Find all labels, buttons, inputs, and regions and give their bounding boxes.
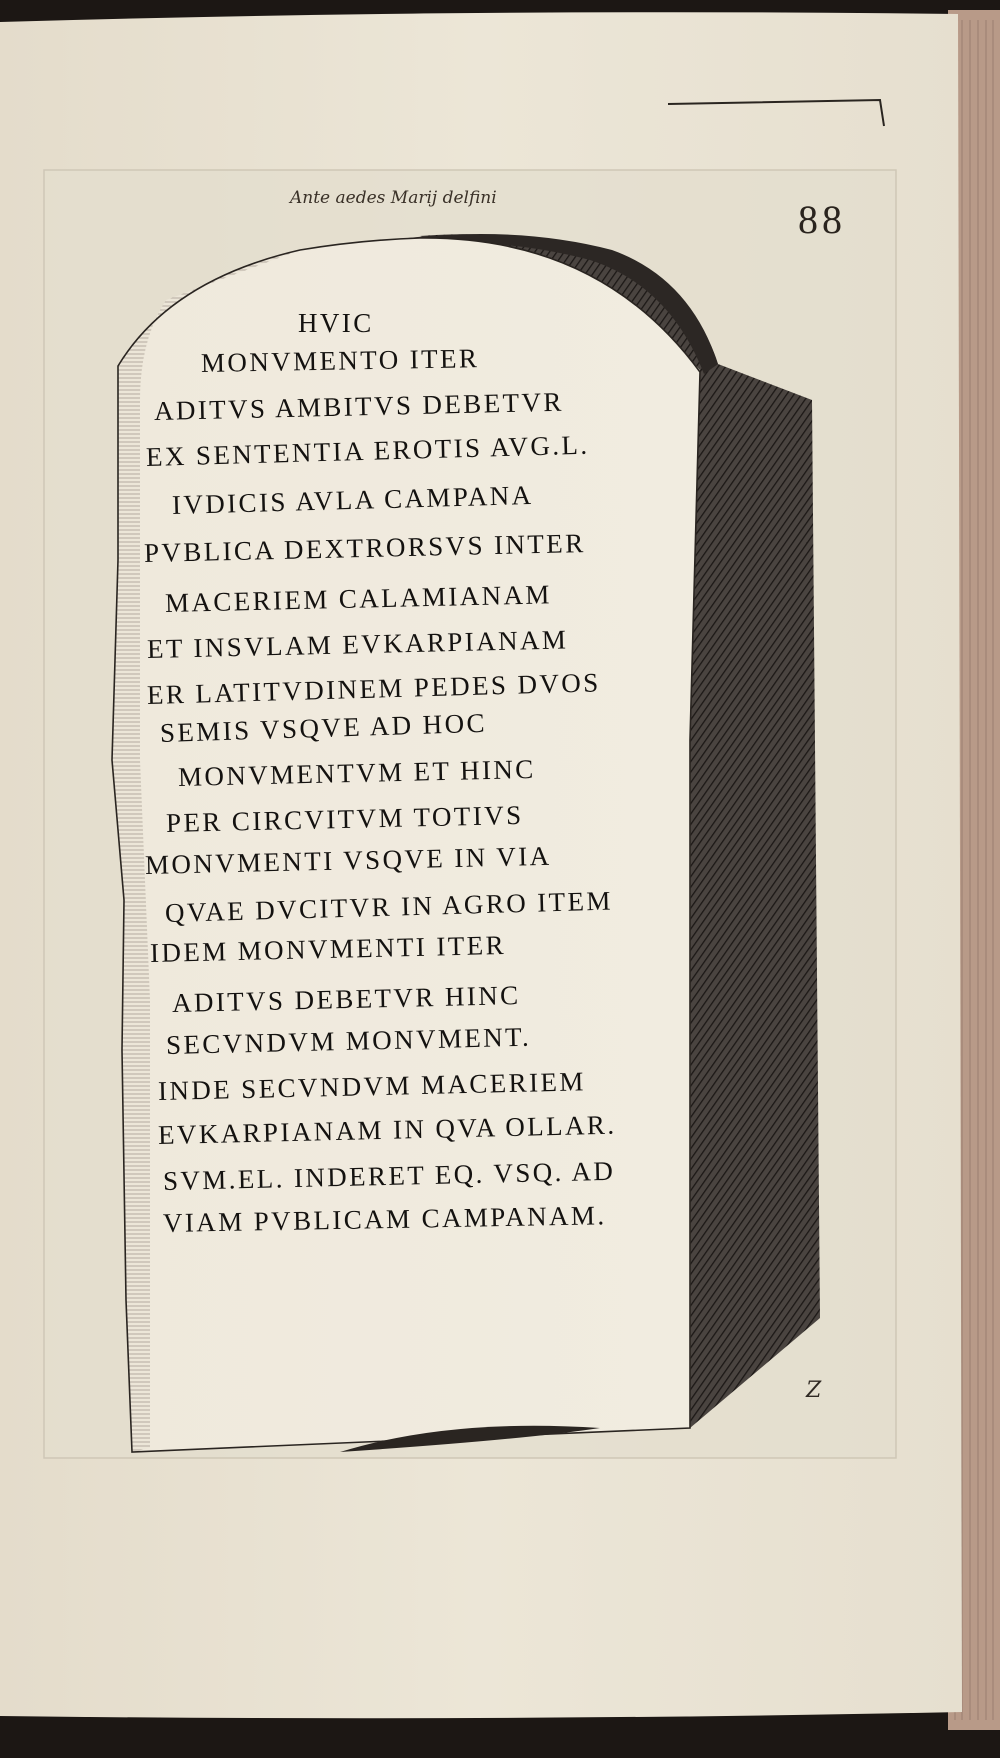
inscription-line: IDEM MONVMENTI ITER bbox=[149, 929, 507, 968]
inscription-line: PVBLICA DEXTRORSVS INTER bbox=[143, 527, 586, 568]
inscription-line: SECVNDVM MONVMENT. bbox=[165, 1021, 532, 1060]
inscription-line: ET INSVLAM EVKARPIANAM bbox=[146, 624, 569, 664]
inscription-line: IVDICIS AVLA CAMPANA bbox=[171, 479, 534, 520]
inscription-line: EVKARPIANAM IN QVA OLLAR. bbox=[157, 1109, 617, 1150]
signature-mark: Z bbox=[806, 1378, 822, 1403]
inscription-line: SVM.EL. INDERET EQ. VSQ. AD bbox=[162, 1155, 616, 1196]
inscription-line: EX SENTENTIA EROTIS AVG.L. bbox=[145, 429, 590, 472]
inscription-line: INDE SECVNDVM MACERIEM bbox=[157, 1066, 587, 1106]
inscription-line: MONVMENTI VSQVE IN VIA bbox=[144, 840, 552, 880]
inscription-line: QVAE DVCITVR IN AGRO ITEM bbox=[164, 885, 614, 928]
inscription-line: MACERIEM CALAMIANAM bbox=[164, 579, 553, 618]
inscription-line: MONVMENTVM ET HINC bbox=[177, 753, 536, 792]
plate-caption: Ante aedes Marij delfini bbox=[290, 188, 497, 208]
inscription-line: HVIC bbox=[298, 308, 374, 338]
inscription-line: ER LATITVDINEM PEDES DVOS bbox=[146, 667, 601, 710]
inscription-line: ADITVS AMBITVS DEBETVR bbox=[153, 386, 565, 426]
inscription-line: PER CIRCVITVM TOTIVS bbox=[165, 799, 524, 838]
page-number: 88 bbox=[798, 197, 846, 242]
inscription-line: MONVMENTO ITER bbox=[200, 343, 480, 378]
inscription-line: SEMIS VSQVE AD HOC bbox=[159, 707, 488, 748]
inscription-line: ADITVS DEBETVR HINC bbox=[171, 980, 521, 1018]
inscription-line: VIAM PVBLICAM CAMPANAM. bbox=[162, 1200, 607, 1238]
